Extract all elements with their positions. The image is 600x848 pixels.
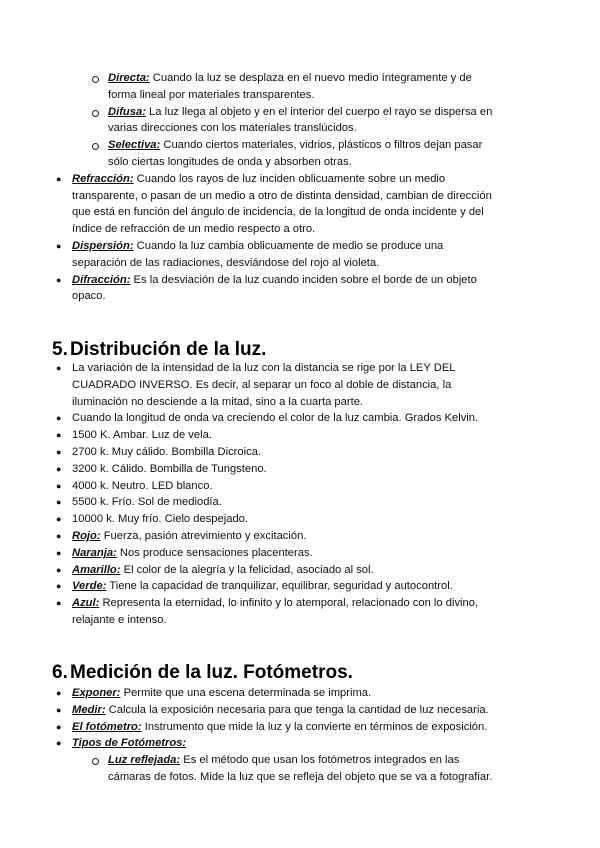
term-label: Difracción:: [72, 273, 131, 286]
bullet-marker: ●: [56, 738, 62, 749]
term-label: Dispersión:: [72, 240, 134, 252]
item-text: 2700 k. Muy cálido. Bombilla Dicroica.: [72, 446, 262, 458]
section-heading: [52, 661, 353, 685]
sub-bullet-marker: [92, 758, 99, 765]
sub-list-item-line: [108, 137, 482, 154]
sub-bullet-marker: [92, 76, 99, 83]
bullet-marker: ●: [56, 173, 62, 184]
term-label: Naranja:: [72, 546, 117, 559]
item-text: que está en función del ángulo de incidencia, de la longitud de onda incidente y del: [72, 206, 484, 219]
item-text: Permite que una escena determinada se imprima.: [123, 687, 372, 699]
list-item-line: [72, 511, 248, 528]
item-text: iluminación no desciende a la mitad, sino a la cuarta parte.: [72, 395, 364, 408]
bullet-marker: ●: [56, 721, 62, 732]
item-text: varias direcciones con los materiales translúcidos.: [108, 122, 357, 135]
list-item-line: [72, 562, 374, 579]
list-item-line: [72, 188, 492, 205]
item-text: Cuando los rayos de luz inciden oblicuamente sobre un medio: [136, 172, 446, 185]
term-label: Rojo:: [72, 530, 101, 542]
list-item-line: [72, 528, 306, 545]
list-item-line: [72, 221, 315, 238]
list-item-line: [72, 204, 484, 221]
item-text: 1500 K. Ambar. Luz de vela.: [72, 429, 212, 442]
list-item-line: [72, 427, 212, 444]
term-label: Verde:: [72, 580, 107, 593]
bullet-marker: ●: [56, 430, 62, 441]
list-item-line: [72, 702, 489, 719]
item-text: Es el método que usan los fotómetros integrados en las: [183, 754, 460, 767]
item-text: Tiene la capacidad de tranquilizar, equilibrar, seguridad y autocontrol.: [109, 580, 453, 593]
list-item-line: [72, 595, 478, 612]
item-text: Fuerza, pasión atrevimiento y excitación.: [103, 530, 307, 542]
bullet-marker: ●: [56, 704, 62, 715]
item-text: índice de refracción de un medio respecto a otro.: [72, 223, 316, 236]
bullet-marker: ●: [56, 547, 62, 558]
sub-list-item-line: [108, 120, 357, 137]
term-label: Exponer:: [72, 687, 121, 699]
list-item-line: [72, 735, 186, 752]
bullet-marker: ●: [56, 514, 62, 525]
list-item-line: [72, 410, 478, 427]
bullet-marker: ●: [56, 564, 62, 575]
item-text: Es la desviación de la luz cuando inciden sobre el borde de un objeto: [133, 273, 477, 286]
list-item-line: [72, 461, 267, 478]
sub-list-item-line: [108, 154, 352, 171]
sub-list-item-line: [108, 104, 492, 121]
term-label: Medir:: [72, 703, 106, 716]
bullet-marker: ●: [56, 480, 62, 491]
item-text: La variación de la intensidad de la luz con la distancia se rige por la LEY DEL: [72, 362, 456, 374]
item-text: separación de las radiaciones, desviándose del rojo al violeta.: [72, 256, 380, 269]
list-item-line: [72, 394, 363, 411]
bullet-marker: ●: [56, 581, 62, 592]
item-text: Nos produce sensaciones placenteras.: [119, 546, 313, 559]
section-heading: [52, 338, 266, 362]
section-title: Distribución de la luz.: [70, 339, 267, 360]
bullet-marker: ●: [56, 598, 62, 609]
list-item-line: [72, 685, 371, 702]
item-text: Cuando ciertos materiales, vidrios, plásticos o filtros dejan pasar: [163, 139, 483, 152]
sub-list-item-line: [108, 752, 459, 769]
section-number: 6.: [52, 662, 68, 683]
item-text: Cuando la luz se desplaza en el nuevo medio íntegramente y de: [152, 72, 472, 84]
item-text: CUADRADO INVERSO. Es decir, al separar un foco al doble de distancia, la: [72, 378, 452, 391]
item-text: La luz llega al objeto y en el interior del cuerpo el rayo se dispersa en: [149, 105, 493, 118]
item-text: sólo ciertas longitudes de onda y absorben otras.: [108, 156, 352, 168]
bullet-marker: ●: [56, 363, 62, 373]
item-text: cámaras de fotos. Mide la luz que se refleja del objeto que se va a fotografiar.: [108, 771, 493, 783]
term-label: El fotómetro:: [72, 720, 142, 733]
item-text: transparente, o pasan de un medio a otro de distinta densidad, cambian de dirección: [72, 189, 492, 202]
list-item-line: [72, 288, 106, 305]
list-item-line: [72, 719, 487, 736]
list-item-line: [72, 255, 379, 272]
bullet-marker: ●: [56, 241, 62, 251]
list-item-line: [72, 360, 456, 377]
list-item-line: [72, 478, 213, 495]
item-text: 3200 k. Cálido. Bombilla de Tungsteno.: [72, 462, 267, 475]
term-label: Directa:: [108, 72, 150, 84]
term-label: Tipos de Fotómetros:: [72, 737, 187, 750]
term-label: Luz reflejada:: [108, 754, 181, 767]
sub-list-item-line: [108, 769, 492, 786]
term-label: Amarillo:: [72, 563, 121, 576]
bullet-marker: ●: [56, 463, 62, 474]
sub-bullet-marker: [92, 110, 99, 117]
sub-list-item-line: [108, 87, 314, 104]
list-item-line: [72, 377, 451, 394]
item-text: forma lineal por materiales transparentes.: [108, 88, 315, 101]
item-text: 5500 k. Frío. Sol de mediodía.: [72, 496, 222, 509]
bullet-marker: ●: [56, 413, 62, 424]
list-item-line: [72, 578, 453, 595]
sub-list-item-line: [108, 70, 472, 87]
item-text: El color de la alegría y la felicidad, asociado al sol.: [123, 563, 374, 576]
list-item-line: [72, 171, 445, 188]
list-item-line: [72, 444, 261, 461]
item-text: 10000 k. Muy frío. Cielo despejado.: [72, 513, 248, 526]
term-label: Difusa:: [108, 105, 146, 118]
list-item-line: [72, 494, 222, 511]
item-text: Representa la eternidad, lo infinito y lo atemporal, relacionado con lo divino,: [102, 597, 479, 610]
bullet-marker: ●: [56, 274, 62, 285]
sub-bullet-marker: [92, 143, 99, 150]
list-item-line: [72, 612, 167, 629]
section-number: 5.: [52, 339, 68, 360]
item-text: 4000 k. Neutro. LED blanco.: [72, 479, 213, 492]
list-item-line: [72, 545, 313, 562]
term-label: Selectiva:: [108, 139, 161, 152]
bullet-marker: ●: [56, 447, 62, 457]
bullet-marker: ●: [56, 497, 62, 508]
bullet-marker: ●: [56, 531, 62, 541]
item-text: Cuando la longitud de onda va creciendo el color de la luz cambia. Grados Kelvin.: [72, 412, 479, 425]
item-text: Calcula la exposición necesaria para que tenga la cantidad de luz necesaria.: [108, 703, 489, 716]
item-text: opaco.: [72, 290, 106, 303]
item-text: relajante e intenso.: [72, 614, 167, 626]
term-label: Refracción:: [72, 172, 134, 185]
list-item-line: [72, 238, 443, 255]
section-title: Medición de la luz. Fotómetros.: [70, 662, 353, 683]
bullet-marker: ●: [56, 688, 62, 698]
term-label: Azul:: [72, 597, 100, 610]
item-text: Cuando la luz cambia oblicuamente de medio se produce una: [136, 240, 444, 252]
list-item-line: [72, 272, 477, 289]
item-text: Instrumento que mide la luz y la convierte en términos de exposición.: [144, 720, 488, 733]
